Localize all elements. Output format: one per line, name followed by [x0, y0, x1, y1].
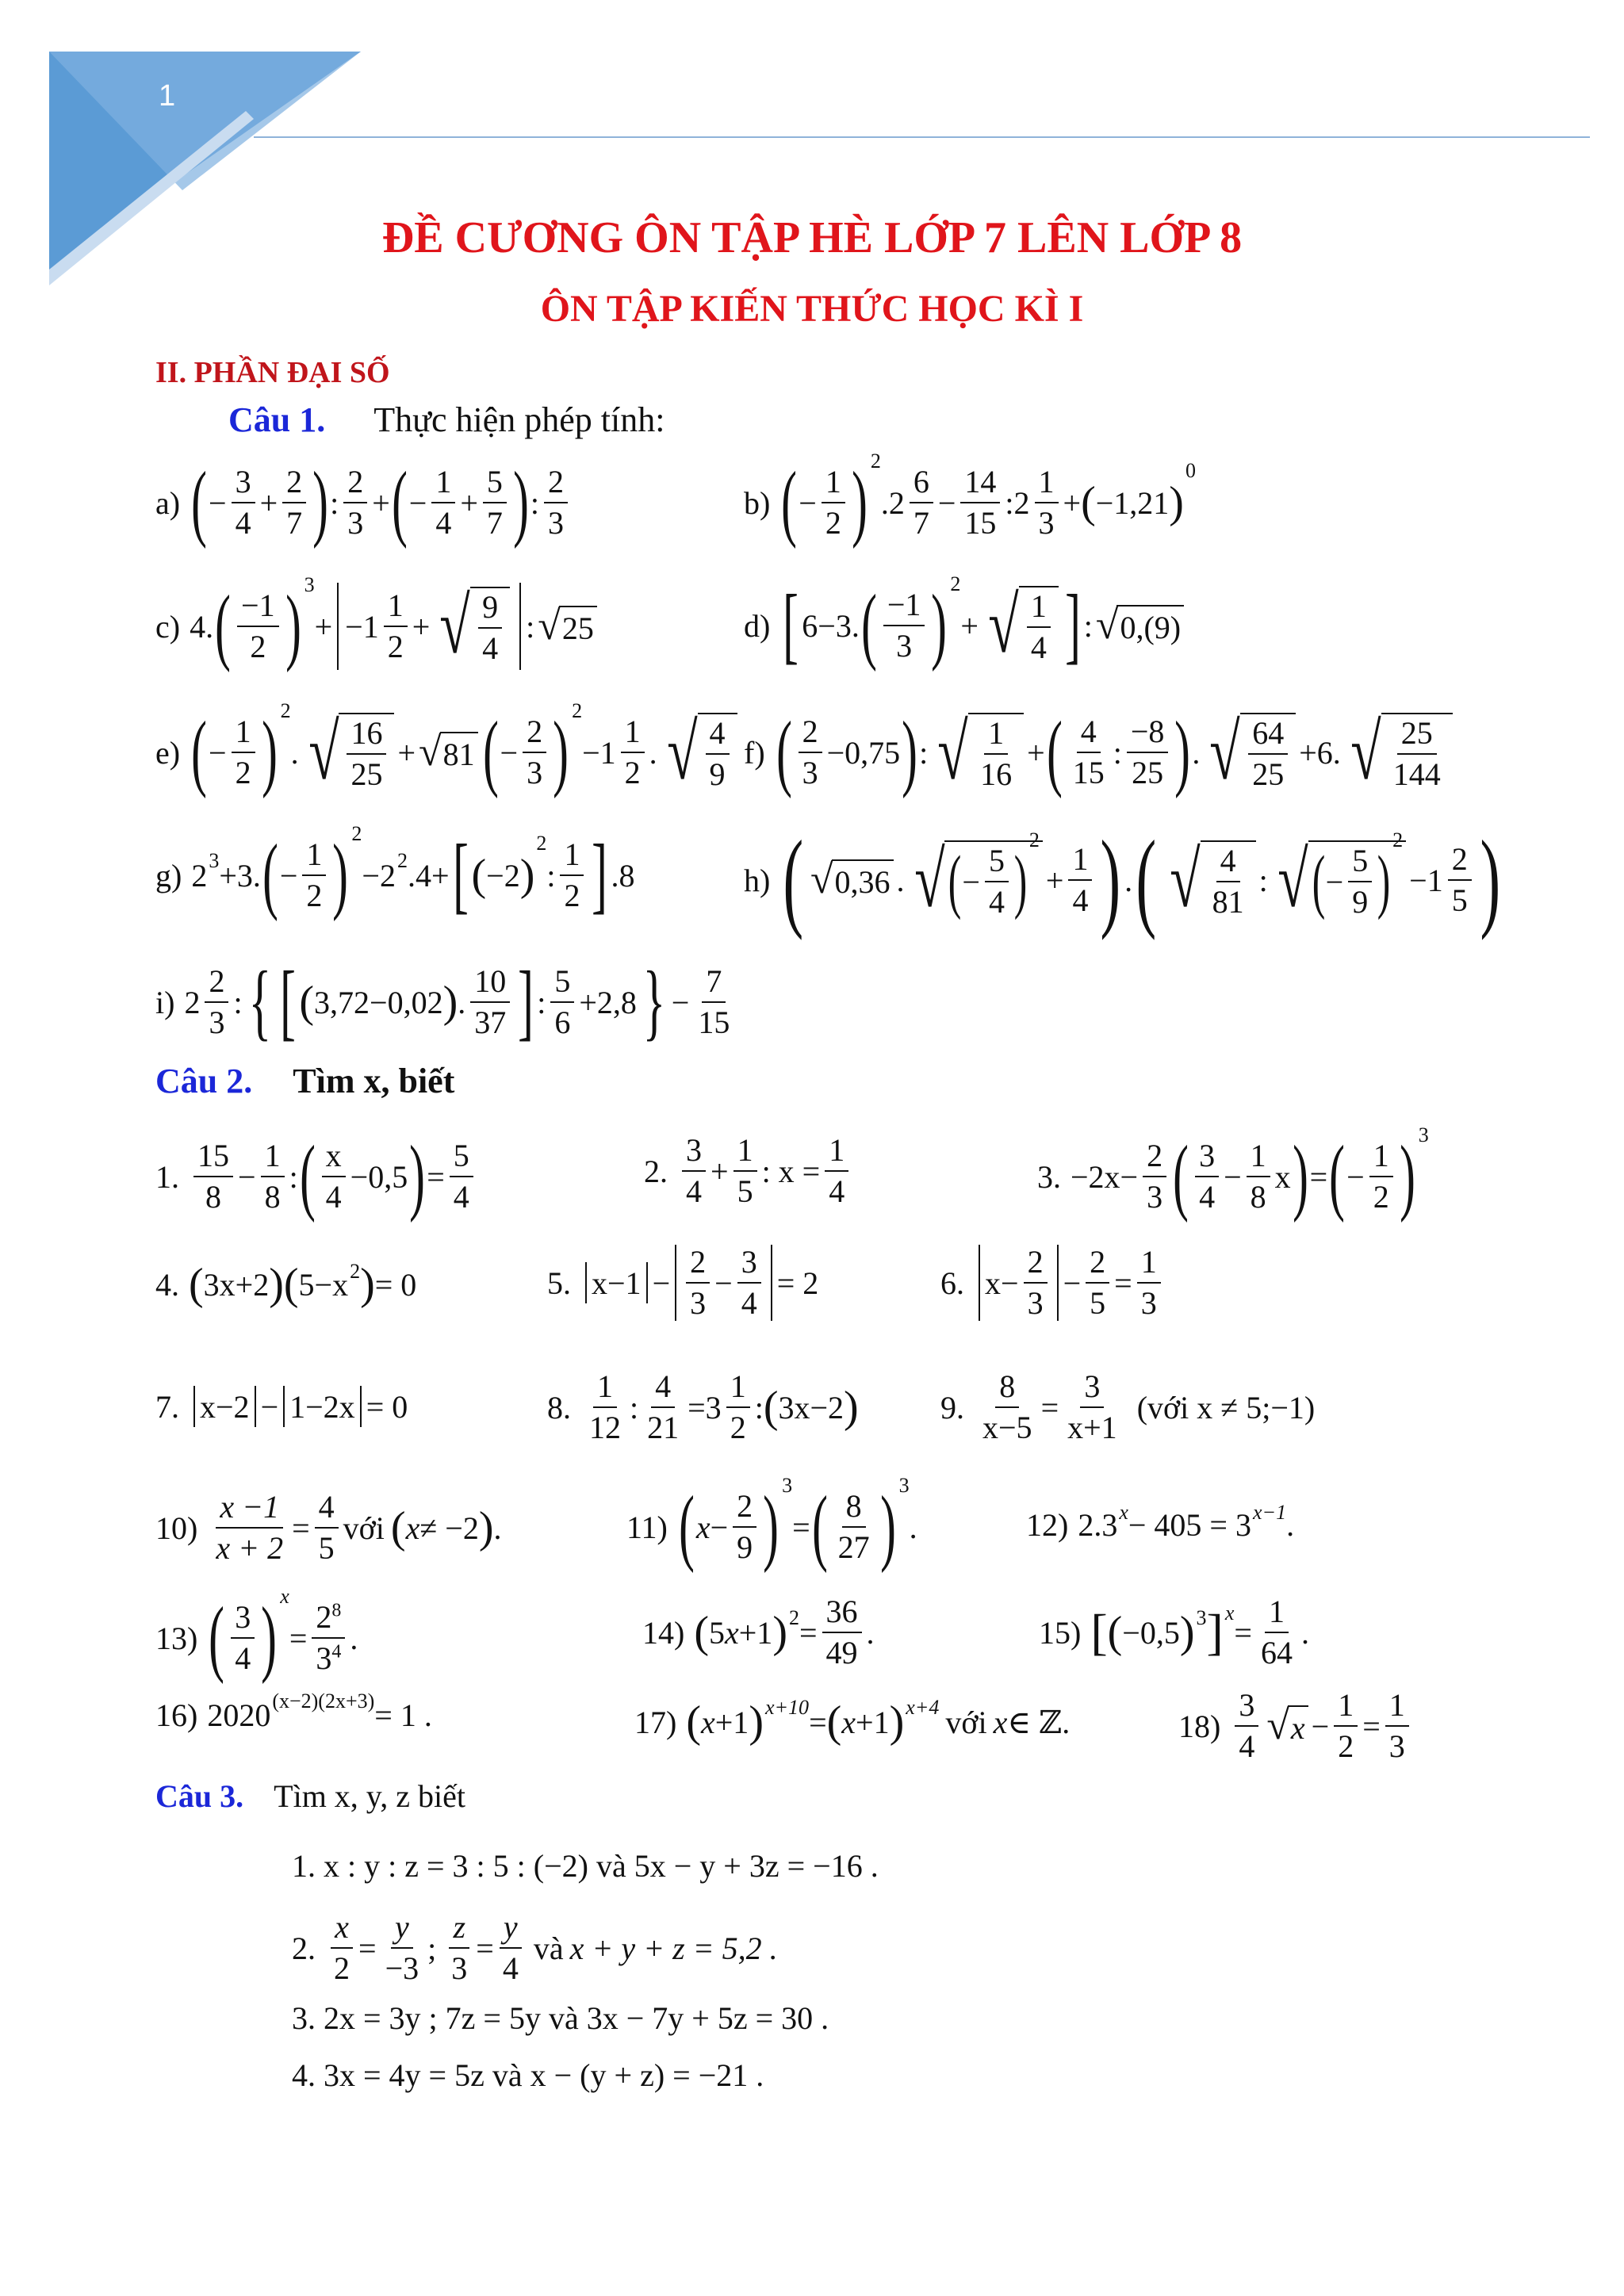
- q2-item-16: 16) 2020 (x−2)(2x+3) = 1 .: [155, 1689, 432, 1733]
- item-label: 7.: [155, 1388, 179, 1425]
- q2-item-12: 12) 2.3 x − 405 = 3 x−1 .: [1026, 1500, 1295, 1543]
- item-label: 2.: [292, 1930, 316, 1966]
- q1-item-h: h) ( √ 0,36 . √ ( − 5 4 ) 2 + 1 4 ) . ( √ 4 81 : √ ( − 5 9 ) 2 −1 2 5 ): [744, 818, 1500, 941]
- q2-item-11: 11) ( x − 2 9 ) 3 = ( 8 27 ) 3 .: [626, 1474, 917, 1574]
- q3-item-1: 1. x : y : z = 3 : 5 : (−2) và 5x − y + 3z = −16 .: [292, 1848, 879, 1884]
- q2-prompt: Tìm x, biết: [293, 1062, 455, 1100]
- item-label: 10): [155, 1510, 198, 1546]
- q1-item-i: i) 2 2 3 : { [ ( 3,72−0,02 ) . 10 37 ] : 5 6 +2,8 } − 7 15: [155, 955, 730, 1049]
- item-label: 14): [642, 1614, 685, 1651]
- q2-item-9-condition: (với x ≠ 5;−1): [1136, 1389, 1316, 1425]
- q1-item-e: e) ( − 1 2 ) 2 . √ 16 25 + √ 81 ( − 2 3 ) 2 −1 1 2 . √ 4 9: [155, 710, 741, 795]
- item-label: d): [744, 607, 771, 644]
- item-label: 1.: [155, 1158, 179, 1195]
- page-title: ĐỀ CƯƠNG ÔN TẬP HÈ LỚP 7 LÊN LỚP 8: [381, 213, 1243, 262]
- q3-heading: [155, 1777, 465, 1815]
- q2-label: Câu 2.: [155, 1062, 253, 1100]
- item-label: b): [744, 484, 771, 521]
- item-label: 12): [1026, 1507, 1069, 1543]
- q2-item-10: 10) x −1 x + 2 = 4 5 với ( x ≠ −2 ) .: [155, 1489, 502, 1566]
- q2-item-5: 5. x−1 − 2 3 − 3 4 = 2: [547, 1244, 819, 1321]
- item-label: 17): [634, 1704, 677, 1740]
- q1-item-a: a) ( − 3 4 + 2 7 ) : 2 3 + ( − 1 4 + 5 7 ) : 2 3: [155, 460, 573, 545]
- q2-item-3: 3. −2x− 2 3 ( 3 4 − 1 8 x ) = ( − 1 2 ) 3: [1037, 1123, 1429, 1223]
- q2-item-14: 14) ( 5 x +1 ) 2 = 36 49 .: [642, 1594, 875, 1670]
- q2-item-9: 9. 8 x−5 = 3 x+1 (với x ≠ 5;−1): [940, 1368, 1316, 1445]
- page-number: 1: [159, 79, 176, 113]
- item-label: 16): [155, 1697, 198, 1733]
- q1-item-d: d) [ 6−3. ( −1 3 ) 2 + √ 1 4 ] : √ 0,(9): [744, 583, 1187, 668]
- header-rule: [254, 136, 1590, 138]
- q2-item-18: 18) 3 4 √ x − 1 2 = 1 3: [1178, 1689, 1414, 1763]
- item-label: c): [155, 608, 181, 645]
- q2-item-4: 4. ( 3x+2 )( 5−x 2 ) = 0: [155, 1260, 417, 1309]
- q3-label: Câu 3.: [155, 1778, 244, 1814]
- q1-item-c: c) 4. ( −1 2 ) 3 + −1 1 2 + √ 9 4 : √ 25: [155, 583, 600, 670]
- item-label: 5.: [547, 1265, 571, 1301]
- item-label: h): [744, 862, 771, 898]
- section-heading: II. PHẦN ĐẠI SỐ: [155, 356, 390, 389]
- q1-label: Câu 1.: [228, 400, 326, 439]
- item-label: e): [155, 734, 181, 771]
- q2-item-13: 13) ( 3 4 ) x = $2^8$ $3^4$ .: [155, 1585, 358, 1685]
- item-label: i): [155, 984, 175, 1020]
- q2-item-2: 2. 3 4 + 1 5 : x = 1 4: [644, 1134, 853, 1208]
- item-label: 11): [626, 1509, 668, 1545]
- item-label: 13): [155, 1620, 198, 1656]
- q3-item-3: 3. 2x = 3y ; 7z = 5y và 3x − 7y + 5z = 30 .: [292, 2000, 829, 2036]
- item-label: a): [155, 484, 181, 521]
- item-label: 3.: [1037, 1158, 1061, 1195]
- q2-item-10-with: với: [343, 1510, 385, 1546]
- q3-item-2: 2. x 2 = y −3 ; z 3 = y 4 và x + y + z = 5,2 .: [292, 1909, 778, 1986]
- q1-item-b: b) ( − 1 2 ) 2 .2 6 7 − 14 15 :2 1 3 + ( −1,21 ) 0: [744, 450, 1196, 549]
- item-label: f): [744, 734, 765, 771]
- item-label: 18): [1178, 1708, 1221, 1744]
- q1-heading: [228, 400, 665, 440]
- q3-item-4: 4. 3x = 4y = 5z và x − (y + z) = −21 .: [292, 2057, 764, 2093]
- item-label: 15): [1039, 1614, 1082, 1651]
- q1-prompt: Thực hiện phép tính:: [373, 400, 665, 439]
- item-label: 8.: [547, 1389, 571, 1425]
- q2-item-1: 1. 15 8 − 1 8 : ( x 4 −0,5 ) = 5 4: [155, 1134, 478, 1219]
- item-label: 4.: [155, 1266, 179, 1303]
- q2-item-17: 17) ( x +1 ) x+10 = ( x +1 ) x+4 với x ∈ ℤ.: [634, 1696, 1071, 1747]
- q2-item-6: 6. x− 2 3 − 2 5 = 1 3: [940, 1245, 1166, 1321]
- item-label: g): [155, 857, 182, 894]
- q3-prompt: Tìm x, y, z biết: [274, 1778, 465, 1814]
- q2-item-15: 15) [ ( −0,5 ) 3 ] x = 1 64 .: [1039, 1594, 1309, 1670]
- page-subtitle: ÔN TẬP KIẾN THỨC HỌC KÌ I: [540, 288, 1084, 330]
- q2-item-17-with: với: [945, 1704, 987, 1740]
- q3-item-2-and: và: [533, 1930, 564, 1966]
- q2-item-8: 8. 1 12 : 4 21 =3 1 2 : ( 3x−2 ): [547, 1368, 859, 1445]
- q2-item-7: 7. x−2 − 1−2x = 0: [155, 1386, 408, 1427]
- q1-item-f: f) ( 2 3 −0,75 ) : √ 1 16 + ( 4 15 : −8 25 ) . √ 64 25 +6. √ 25 144: [744, 710, 1456, 795]
- q2-heading: [155, 1061, 454, 1101]
- item-label: 2.: [644, 1153, 668, 1189]
- item-label: 6.: [940, 1265, 964, 1301]
- item-label: 9.: [940, 1389, 964, 1425]
- q1-item-g: g) 2 3 +3. ( − 1 2 ) 2 −2 2 .4+ [ ( −2 ) 2 : 1 2 ] .8: [155, 822, 635, 922]
- q3-item-2-equation: x + y + z = 5,2 .: [569, 1930, 778, 1966]
